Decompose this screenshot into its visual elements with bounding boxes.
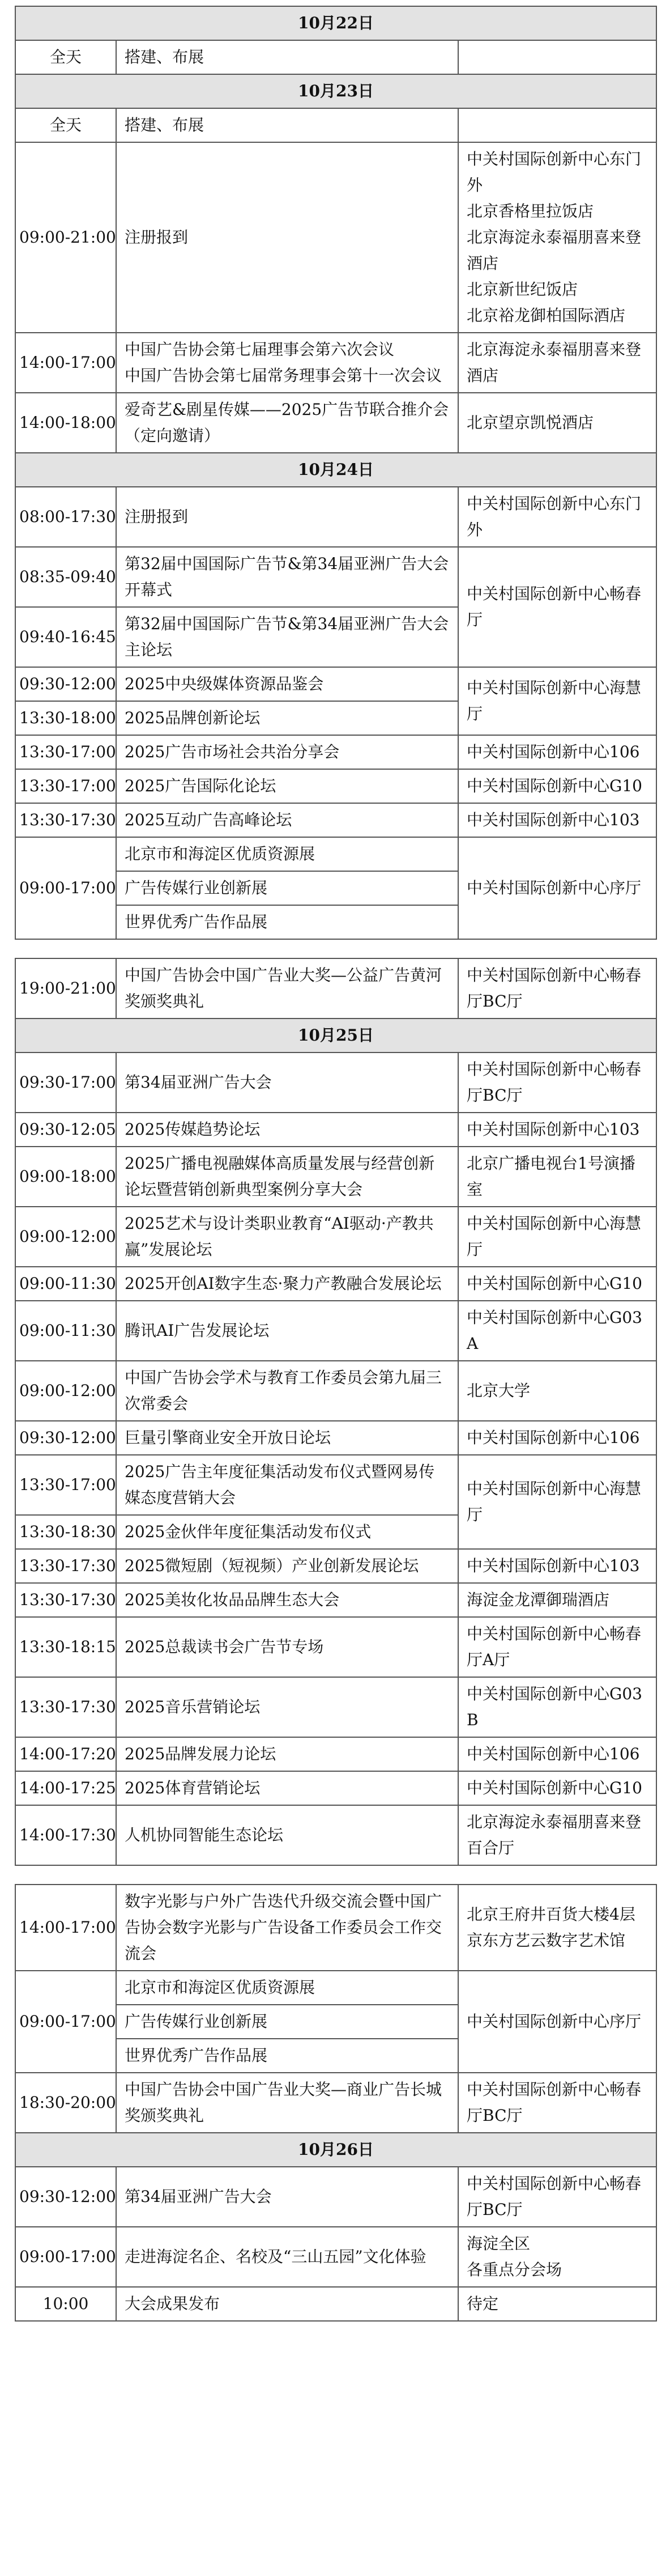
venue-cell: 海淀全区 各重点分会场	[458, 2227, 656, 2287]
venue-cell: 中关村国际创新中心海慧厅	[458, 1455, 656, 1549]
event-cell: 搭建、布展	[116, 108, 458, 142]
event-cell: 2025中央级媒体资源品鉴会	[116, 667, 458, 701]
schedule-row	[15, 2287, 656, 2321]
spacer-cell	[15, 1865, 656, 1885]
event-cell: 2025美妆化妆品品牌生态大会	[116, 1583, 458, 1617]
schedule-row	[15, 837, 656, 871]
schedule-row	[15, 1361, 656, 1421]
schedule-row	[15, 1677, 656, 1737]
schedule-row	[15, 333, 656, 393]
date-header-row	[15, 2133, 656, 2167]
event-cell: 第32届中国国际广告节&第34届亚洲广告大会主论坛	[116, 607, 458, 667]
event-cell: 2025广播电视融媒体高质量发展与经营创新论坛暨营销创新典型案例分享大会	[116, 1147, 458, 1207]
schedule-row	[15, 1301, 656, 1361]
time-cell: 14:00-17:00	[15, 333, 116, 393]
time-cell: 09:00-12:00	[15, 1361, 116, 1421]
date-heading: 10月26日	[15, 2133, 656, 2167]
event-cell: 走进海淀名企、名校及“三山五园”文化体验	[116, 2227, 458, 2287]
event-cell: 数字光影与户外广告迭代升级交流会暨中国广告协会数字光影与广告设备工作委员会工作交流会	[116, 1885, 458, 1971]
schedule-row	[15, 1267, 656, 1301]
event-cell: 2025品牌创新论坛	[116, 701, 458, 735]
venue-cell: 海淀金龙潭御瑞酒店	[458, 1583, 656, 1617]
venue-cell	[458, 108, 656, 142]
date-heading: 10月25日	[15, 1018, 656, 1053]
event-cell: 腾讯AI广告发展论坛	[116, 1301, 458, 1361]
venue-cell: 中关村国际创新中心畅春厅BC厅	[458, 2167, 656, 2227]
event-cell: 爱奇艺&剧星传媒——2025广告节联合推介会（定向邀请）	[116, 393, 458, 453]
venue-cell: 中关村国际创新中心G10	[458, 1771, 656, 1805]
time-cell: 全天	[15, 108, 116, 142]
event-cell: 中国广告协会中国广告业大奖—商业广告长城奖颁奖典礼	[116, 2073, 458, 2133]
venue-cell: 中关村国际创新中心畅春厅BC厅	[458, 958, 656, 1018]
schedule-row	[15, 1805, 656, 1865]
event-cell: 广告传媒行业创新展	[116, 2005, 458, 2039]
time-cell: 09:30-12:00	[15, 667, 116, 701]
event-cell: 2025微短剧（短视频）产业创新发展论坛	[116, 1549, 458, 1583]
event-cell: 第34届亚洲广告大会	[116, 1053, 458, 1113]
event-cell: 2025开创AI数字生态·聚力产教融合发展论坛	[116, 1267, 458, 1301]
time-cell: 18:30-20:00	[15, 2073, 116, 2133]
time-cell: 14:00-17:20	[15, 1737, 116, 1771]
schedule-row	[15, 2073, 656, 2133]
venue-cell: 中关村国际创新中心畅春厅BC厅	[458, 2073, 656, 2133]
time-cell: 13:30-17:00	[15, 769, 116, 803]
event-cell: 世界优秀广告作品展	[116, 2039, 458, 2073]
venue-cell: 中关村国际创新中心东门外 北京香格里拉饭店 北京海淀永泰福朋喜来登酒店 北京新世纪饭店 北京裕龙御柏国际酒店	[458, 142, 656, 333]
time-cell: 13:30-18:15	[15, 1617, 116, 1677]
venue-cell: 中关村国际创新中心G03B	[458, 1677, 656, 1737]
time-cell: 13:30-17:30	[15, 1677, 116, 1737]
event-cell: 第32届中国国际广告节&第34届亚洲广告大会开幕式	[116, 547, 458, 607]
venue-cell: 中关村国际创新中心G10	[458, 1267, 656, 1301]
date-heading: 10月23日	[15, 74, 656, 108]
event-cell: 搭建、布展	[116, 40, 458, 74]
time-cell: 13:30-17:30	[15, 1549, 116, 1583]
date-header-row	[15, 6, 656, 40]
time-cell: 09:30-17:00	[15, 1053, 116, 1113]
event-cell: 2025体育营销论坛	[116, 1771, 458, 1805]
event-cell: 2025互动广告高峰论坛	[116, 803, 458, 837]
schedule-row	[15, 108, 656, 142]
event-cell: 中国广告协会中国广告业大奖—公益广告黄河奖颁奖典礼	[116, 958, 458, 1018]
time-cell: 13:30-18:30	[15, 1515, 116, 1549]
venue-cell: 中关村国际创新中心G03A	[458, 1301, 656, 1361]
event-cell: 北京市和海淀区优质资源展	[116, 837, 458, 871]
time-cell: 09:00-17:00	[15, 1971, 116, 2073]
schedule-row	[15, 2167, 656, 2227]
time-cell: 14:00-17:00	[15, 1885, 116, 1971]
schedule-row	[15, 1113, 656, 1147]
venue-cell: 中关村国际创新中心序厅	[458, 1971, 656, 2073]
venue-cell: 中关村国际创新中心G10	[458, 769, 656, 803]
time-cell: 09:00-17:00	[15, 837, 116, 939]
event-cell: 2025音乐营销论坛	[116, 1677, 458, 1737]
event-cell: 广告传媒行业创新展	[116, 871, 458, 905]
schedule-row	[15, 1053, 656, 1113]
event-cell: 2025传媒趋势论坛	[116, 1113, 458, 1147]
venue-cell: 中关村国际创新中心106	[458, 735, 656, 769]
schedule-row	[15, 1885, 656, 1971]
date-header-row	[15, 453, 656, 487]
schedule-body	[15, 6, 656, 2321]
schedule-row	[15, 142, 656, 333]
schedule-row	[15, 393, 656, 453]
schedule-row	[15, 1971, 656, 2005]
venue-cell: 中关村国际创新中心海慧厅	[458, 1207, 656, 1267]
event-cell: 注册报到	[116, 142, 458, 333]
schedule-row	[15, 547, 656, 607]
venue-cell: 中关村国际创新中心106	[458, 1421, 656, 1455]
schedule-row	[15, 1617, 656, 1677]
venue-cell: 中关村国际创新中心东门外	[458, 487, 656, 547]
time-cell: 13:30-18:00	[15, 701, 116, 735]
time-cell: 09:00-12:00	[15, 1207, 116, 1267]
venue-cell: 中关村国际创新中心106	[458, 1737, 656, 1771]
schedule-row	[15, 2227, 656, 2287]
schedule-row	[15, 1421, 656, 1455]
venue-cell: 中关村国际创新中心畅春厅A厅	[458, 1617, 656, 1677]
time-cell: 08:00-17:30	[15, 487, 116, 547]
event-cell: 人机协同智能生态论坛	[116, 1805, 458, 1865]
event-cell: 北京市和海淀区优质资源展	[116, 1971, 458, 2005]
time-cell: 13:30-17:00	[15, 1455, 116, 1515]
time-cell: 09:00-18:00	[15, 1147, 116, 1207]
time-cell: 09:30-12:00	[15, 2167, 116, 2227]
schedule-row	[15, 735, 656, 769]
event-cell: 2025广告市场社会共治分享会	[116, 735, 458, 769]
schedule-row	[15, 1549, 656, 1583]
event-cell: 中国广告协会学术与教育工作委员会第九届三次常委会	[116, 1361, 458, 1421]
spacer-cell	[15, 939, 656, 958]
event-cell: 大会成果发布	[116, 2287, 458, 2321]
schedule-row	[15, 1771, 656, 1805]
event-cell: 注册报到	[116, 487, 458, 547]
event-cell: 2025品牌发展力论坛	[116, 1737, 458, 1771]
schedule-row	[15, 40, 656, 74]
schedule-row	[15, 803, 656, 837]
time-cell: 09:00-11:30	[15, 1267, 116, 1301]
event-cell: 2025总裁读书会广告节专场	[116, 1617, 458, 1677]
time-cell: 14:00-18:00	[15, 393, 116, 453]
schedule-row	[15, 1455, 656, 1515]
date-header-row	[15, 74, 656, 108]
schedule-row	[15, 958, 656, 1018]
venue-cell: 北京大学	[458, 1361, 656, 1421]
section-spacer	[15, 939, 656, 958]
time-cell: 09:40-16:45	[15, 607, 116, 667]
time-cell: 13:30-17:00	[15, 735, 116, 769]
time-cell: 13:30-17:30	[15, 1583, 116, 1617]
section-spacer	[15, 1865, 656, 1885]
schedule-row	[15, 667, 656, 701]
event-cell: 2025金伙伴年度征集活动发布仪式	[116, 1515, 458, 1549]
time-cell: 08:35-09:40	[15, 547, 116, 607]
time-cell: 全天	[15, 40, 116, 74]
time-cell: 09:00-17:00	[15, 2227, 116, 2287]
venue-cell: 北京望京凯悦酒店	[458, 393, 656, 453]
time-cell: 19:00-21:00	[15, 958, 116, 1018]
venue-cell: 中关村国际创新中心103	[458, 1549, 656, 1583]
event-cell: 2025广告国际化论坛	[116, 769, 458, 803]
venue-cell: 中关村国际创新中心103	[458, 1113, 656, 1147]
venue-cell: 北京王府井百货大楼4层京东方艺云数字艺术馆	[458, 1885, 656, 1971]
schedule-row	[15, 769, 656, 803]
venue-cell: 待定	[458, 2287, 656, 2321]
time-cell: 09:00-21:00	[15, 142, 116, 333]
schedule-table	[15, 6, 657, 2322]
schedule-row	[15, 1737, 656, 1771]
venue-cell: 中关村国际创新中心103	[458, 803, 656, 837]
time-cell: 09:00-11:30	[15, 1301, 116, 1361]
schedule-row	[15, 1207, 656, 1267]
event-cell: 第34届亚洲广告大会	[116, 2167, 458, 2227]
venue-cell: 中关村国际创新中心畅春厅	[458, 547, 656, 667]
time-cell: 09:30-12:00	[15, 1421, 116, 1455]
event-cell: 中国广告协会第七届理事会第六次会议 中国广告协会第七届常务理事会第十一次会议	[116, 333, 458, 393]
venue-cell: 中关村国际创新中心畅春厅BC厅	[458, 1053, 656, 1113]
schedule-row	[15, 487, 656, 547]
event-cell: 巨量引擎商业安全开放日论坛	[116, 1421, 458, 1455]
venue-cell: 北京广播电视台1号演播室	[458, 1147, 656, 1207]
time-cell: 14:00-17:25	[15, 1771, 116, 1805]
time-cell: 09:30-12:05	[15, 1113, 116, 1147]
event-cell: 2025广告主年度征集活动发布仪式暨网易传媒态度营销大会	[116, 1455, 458, 1515]
event-cell: 世界优秀广告作品展	[116, 905, 458, 939]
venue-cell: 中关村国际创新中心海慧厅	[458, 667, 656, 735]
event-cell: 2025艺术与设计类职业教育“AI驱动·产教共赢”发展论坛	[116, 1207, 458, 1267]
venue-cell: 北京海淀永泰福朋喜来登酒店	[458, 333, 656, 393]
venue-cell	[458, 40, 656, 74]
venue-cell: 中关村国际创新中心序厅	[458, 837, 656, 939]
date-heading: 10月24日	[15, 453, 656, 487]
schedule-row	[15, 1147, 656, 1207]
schedule-row	[15, 1583, 656, 1617]
date-heading: 10月22日	[15, 6, 656, 40]
time-cell: 14:00-17:30	[15, 1805, 116, 1865]
time-cell: 13:30-17:30	[15, 803, 116, 837]
venue-cell: 北京海淀永泰福朋喜来登百合厅	[458, 1805, 656, 1865]
time-cell: 10:00	[15, 2287, 116, 2321]
date-header-row	[15, 1018, 656, 1053]
